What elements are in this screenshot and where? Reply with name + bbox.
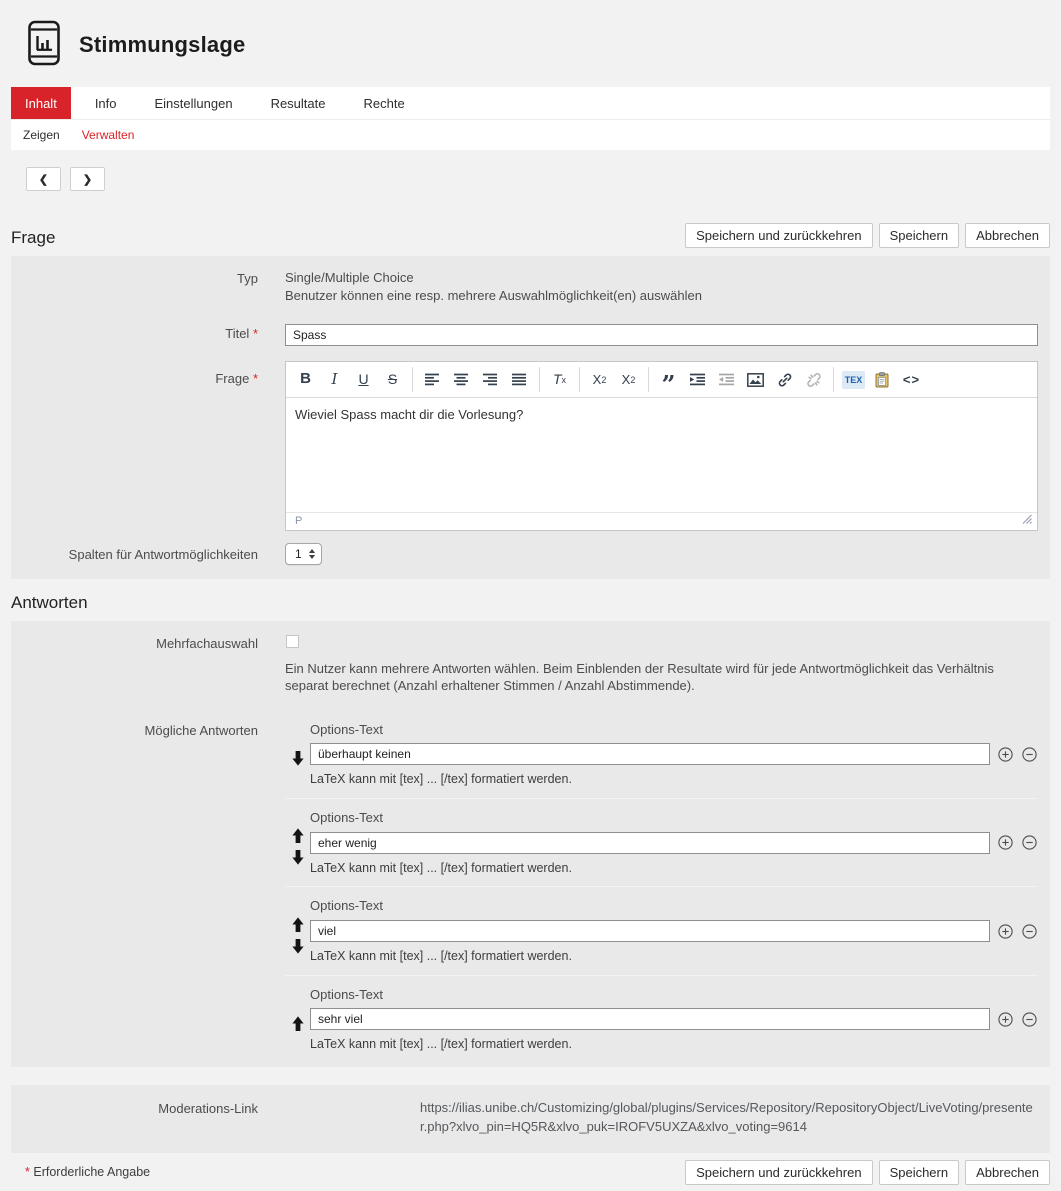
subtab-bar	[11, 119, 1050, 150]
align-left-icon[interactable]	[418, 362, 447, 397]
move-up-button[interactable]	[285, 828, 310, 843]
plus-circle-icon	[998, 1012, 1013, 1027]
mehrfachauswahl-checkbox[interactable]	[286, 635, 299, 648]
tex-icon[interactable]: TEX	[839, 362, 868, 397]
mehrfachauswahl-description: Ein Nutzer kann mehrere Antworten wählen. Beim Einblenden der Resultate wird für jede Antwortmöglichkeit das Verhältnis separat berechnet (Anzahl erhaltener Stimmen / Anzahl Abstimmende).	[285, 660, 994, 693]
subtab-zeigen[interactable]: Zeigen	[23, 128, 60, 142]
align-justify-icon[interactable]	[505, 362, 534, 397]
typ-value: Single/Multiple Choice	[285, 270, 414, 285]
editor-toolbar	[286, 362, 1037, 398]
option-text-label: Options-Text	[310, 721, 383, 737]
cancel-button-bottom[interactable]: Abbrechen	[965, 1160, 1050, 1185]
latex-hint: LaTeX kann mit [tex] ... [/tex] formatiert werden.	[310, 772, 572, 787]
move-down-button[interactable]	[285, 939, 310, 954]
live-voting-phone-chart-icon	[26, 20, 62, 69]
option-separator	[285, 886, 1038, 887]
frage-form-panel	[11, 256, 1050, 579]
answer-option-row	[285, 809, 1038, 876]
remove-option-button[interactable]	[1022, 924, 1037, 939]
clear-formatting-icon[interactable]: T x	[552, 371, 567, 388]
required-asterisk: *	[25, 1165, 30, 1180]
latex-hint: LaTeX kann mit [tex] ... [/tex] formatiert werden.	[310, 1037, 572, 1052]
moderations-link-label: Moderations-Link	[158, 1101, 258, 1117]
save-button-top[interactable]: Speichern	[879, 223, 960, 248]
tab-info[interactable]: Info	[94, 95, 117, 111]
unlink-icon[interactable]	[799, 362, 828, 397]
option-text-input[interactable]	[310, 743, 990, 765]
titel-label: Titel *	[225, 326, 258, 342]
typ-description: Benutzer können eine resp. mehrere Auswahlmöglichkeit(en) auswählen	[285, 287, 702, 303]
editor-element-path: P	[295, 515, 303, 528]
arrow-down-icon	[292, 751, 304, 766]
antworten-section-title: Antworten	[11, 593, 88, 613]
required-note: * Erforderliche Angabe	[25, 1165, 151, 1180]
save-button-bottom[interactable]: Speichern	[879, 1160, 960, 1185]
minus-circle-icon	[1022, 835, 1037, 850]
answer-option-row	[285, 721, 1038, 788]
outdent-icon[interactable]	[712, 362, 741, 397]
spalten-label: Spalten für Antwortmöglichkeiten	[68, 547, 258, 563]
next-question-button[interactable]	[70, 167, 105, 191]
plus-circle-icon	[998, 835, 1013, 850]
move-down-button[interactable]	[285, 850, 310, 865]
frage-section-header	[11, 223, 1050, 248]
moderation-link-url: https://ilias.unibe.ch/Customizing/global/plugins/Services/Repository/RepositoryObject/LiveVoting/presenter.php?xlvo_pin=HQ5R&xlvo_puk=IROFV5UXZA&xlvo_voting=9614	[420, 1100, 1033, 1135]
chevron-right-icon: ❯	[82, 173, 93, 186]
superscript-icon[interactable]: X 2	[621, 371, 636, 387]
blockquote-icon[interactable]: ”	[661, 369, 676, 399]
frage-section-title: Frage	[11, 228, 56, 247]
columns-select[interactable]	[285, 543, 322, 565]
option-text-label: Options-Text	[310, 898, 383, 914]
strikethrough-icon[interactable]: S	[387, 371, 398, 388]
required-asterisk: *	[252, 326, 258, 342]
minus-circle-icon	[1022, 747, 1037, 762]
option-text-input[interactable]	[310, 832, 990, 854]
columns-select-value: 1	[295, 547, 302, 562]
save-and-return-button-top[interactable]: Speichern und zurückkehren	[685, 223, 873, 248]
editor-status-bar	[286, 512, 1037, 530]
rich-text-editor	[285, 361, 1038, 531]
tab-resultate[interactable]: Resultate	[270, 95, 326, 111]
move-down-button[interactable]	[285, 751, 310, 766]
arrow-down-icon	[292, 850, 304, 865]
plus-circle-icon	[998, 747, 1013, 762]
plus-circle-icon	[998, 924, 1013, 939]
moegliche-antworten-label: Mögliche Antworten	[144, 722, 258, 738]
select-spinner-icon	[309, 549, 315, 559]
remove-option-button[interactable]	[1022, 1012, 1037, 1027]
indent-icon[interactable]	[683, 362, 712, 397]
page-title: Stimmungslage	[79, 31, 246, 57]
tab-inhalt[interactable]: Inhalt	[11, 87, 71, 119]
required-asterisk: *	[252, 371, 258, 387]
option-text-label: Options-Text	[310, 986, 383, 1002]
question-pager	[26, 167, 1061, 191]
arrow-up-icon	[292, 828, 304, 843]
option-text-input[interactable]	[310, 920, 990, 942]
latex-hint: LaTeX kann mit [tex] ... [/tex] formatiert werden.	[310, 949, 572, 963]
save-and-return-button-bottom[interactable]: Speichern und zurückkehren	[685, 1160, 873, 1185]
subtab-verwalten[interactable]: Verwalten	[81, 128, 135, 142]
minus-circle-icon	[1022, 1012, 1037, 1027]
image-icon[interactable]	[741, 362, 770, 397]
page-header	[0, 0, 1061, 81]
move-up-button[interactable]	[285, 917, 310, 932]
latex-hint: LaTeX kann mit [tex] ... [/tex] formatiert werden.	[310, 860, 572, 875]
tab-bar	[11, 87, 1050, 150]
add-option-button[interactable]	[998, 924, 1013, 939]
option-separator	[285, 975, 1038, 976]
answer-option-row	[285, 897, 1038, 964]
prev-question-button[interactable]	[26, 167, 61, 191]
subscript-icon[interactable]: X 2	[592, 371, 607, 387]
source-code-icon[interactable]: <>	[902, 371, 921, 387]
moderation-panel	[11, 1085, 1050, 1153]
typ-label: Typ	[237, 271, 258, 286]
underline-icon[interactable]: U	[358, 371, 369, 388]
add-option-button[interactable]	[998, 747, 1013, 762]
arrow-down-icon	[292, 939, 304, 954]
add-option-button[interactable]	[998, 835, 1013, 850]
arrow-up-icon	[292, 917, 304, 932]
align-center-icon[interactable]	[447, 362, 476, 397]
frage-editor-textarea[interactable]: Wieviel Spass macht dir die Vorlesung?	[295, 407, 524, 423]
paste-icon[interactable]	[868, 362, 897, 397]
remove-option-button[interactable]	[1022, 835, 1037, 850]
antworten-form-panel	[11, 621, 1050, 1067]
minus-circle-icon	[1022, 924, 1037, 939]
remove-option-button[interactable]	[1022, 747, 1037, 762]
titel-input[interactable]	[285, 324, 1038, 346]
italic-icon[interactable]: I	[331, 370, 338, 389]
mehrfachauswahl-label: Mehrfachauswahl	[156, 636, 258, 652]
add-option-button[interactable]	[998, 1012, 1013, 1027]
arrow-up-icon	[292, 1016, 304, 1031]
option-text-label: Options-Text	[310, 810, 383, 826]
tab-einstellungen[interactable]: Einstellungen	[154, 95, 233, 111]
frage-label: Frage *	[215, 371, 258, 387]
chevron-left-icon: ❮	[38, 173, 49, 186]
tab-rechte[interactable]: Rechte	[363, 95, 405, 111]
form-footer	[11, 1160, 1050, 1185]
align-right-icon[interactable]	[476, 362, 505, 397]
option-text-input[interactable]	[310, 1008, 990, 1030]
option-separator	[285, 798, 1038, 799]
move-up-button[interactable]	[285, 1016, 310, 1031]
cancel-button-top[interactable]: Abbrechen	[965, 223, 1050, 248]
bold-icon[interactable]: B	[300, 370, 311, 388]
resize-grip-icon[interactable]	[1022, 514, 1032, 529]
link-icon[interactable]	[770, 362, 799, 397]
answer-option-row	[285, 986, 1038, 1053]
